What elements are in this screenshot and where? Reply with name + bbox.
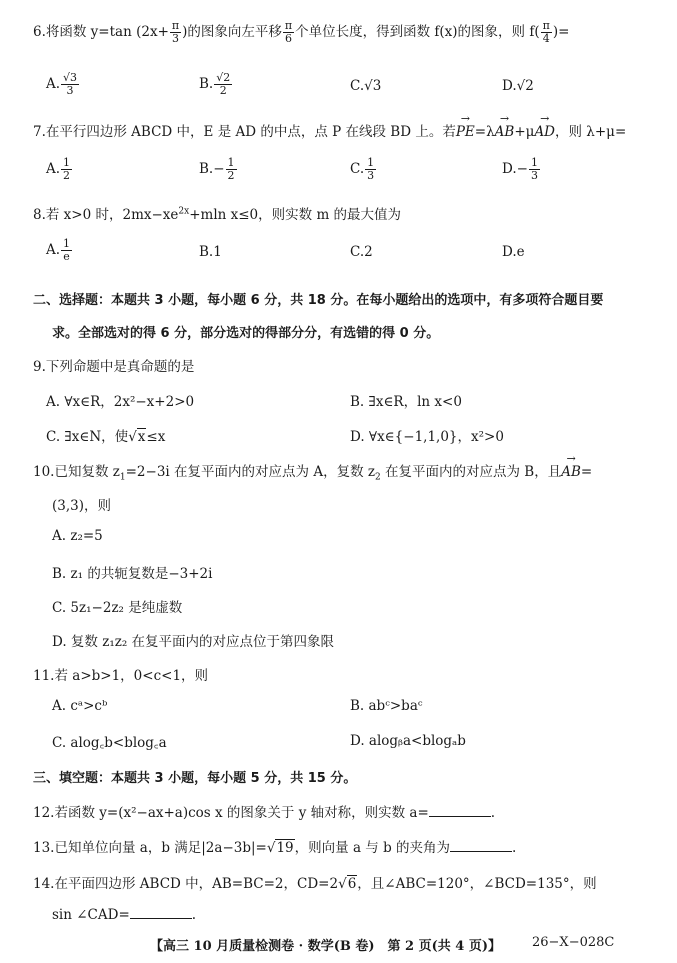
radicand: 19 bbox=[276, 840, 294, 856]
question-14-line2 bbox=[52, 906, 196, 923]
question-10 bbox=[33, 460, 592, 483]
option-letter: C. bbox=[350, 161, 365, 177]
option-a: A. ∀x∈R，2x²−x+2>0 bbox=[46, 394, 195, 410]
question-text: 若 a>b>1，0<c<1，则 bbox=[54, 668, 209, 684]
question-14: 14.在平面四边形 ABCD 中，AB=BC=2，CD=2√6，且∠ABC=120°，∠BCD=135°，则 bbox=[33, 876, 597, 892]
subscript: 2 bbox=[374, 472, 381, 483]
option-letter: C. bbox=[350, 78, 365, 94]
option-b: B. ∃x∈R，ln x<0 bbox=[350, 394, 462, 410]
option-a bbox=[46, 157, 73, 182]
radicand: x bbox=[137, 429, 146, 445]
question-number: 14. bbox=[33, 876, 55, 892]
numerator: 1 bbox=[227, 156, 235, 169]
option-letter: D. bbox=[502, 78, 517, 94]
question-text: 将函数 y=tan bbox=[45, 24, 132, 40]
option-text: √3 bbox=[364, 78, 382, 94]
option-letter: A. bbox=[46, 161, 61, 177]
question-text: 若函数 y=(x²−ax+a)cos x 的图象关于 y 轴对称，则实数 a= bbox=[54, 805, 429, 821]
page-footer bbox=[150, 935, 615, 954]
question-number: 7. bbox=[33, 124, 46, 140]
option-c bbox=[350, 157, 377, 182]
answer-blank[interactable] bbox=[450, 839, 512, 852]
question-10-line2: (3,3)，则 bbox=[52, 498, 112, 514]
subscript: 1 bbox=[119, 472, 126, 483]
option-letter: D. bbox=[502, 161, 517, 177]
option-d bbox=[502, 78, 534, 94]
option-text: e bbox=[516, 244, 525, 260]
option-letter: B. bbox=[199, 161, 214, 177]
numerator: √3 bbox=[63, 71, 78, 84]
option-text: √2 bbox=[516, 78, 534, 94]
fraction bbox=[365, 157, 376, 182]
fraction bbox=[226, 157, 237, 182]
question-text: +μ bbox=[514, 124, 535, 140]
numerator: π bbox=[542, 19, 550, 32]
question-text: 若 x>0 时，2mx−xe bbox=[45, 207, 179, 223]
option-letter: C. bbox=[350, 244, 365, 260]
option-text: ≤x bbox=[146, 429, 166, 445]
radicand: 6 bbox=[347, 876, 357, 892]
question-text: 已知单位向量 a，b 满足|2a−3b|= bbox=[54, 840, 267, 856]
question-text: 在复平面内的对应点为 B，且 bbox=[380, 464, 562, 480]
option-letter: A. bbox=[46, 242, 61, 258]
section-2-heading-line2: 求。全部选对的得 6 分，部分选对的得部分分，有选错的得 0 分。 bbox=[52, 326, 440, 341]
question-9 bbox=[33, 355, 194, 375]
question-text: (2x+ bbox=[136, 24, 169, 40]
numerator: π bbox=[171, 19, 180, 32]
question-number: 8. bbox=[33, 207, 46, 223]
question-11 bbox=[33, 664, 208, 684]
question-text: = bbox=[580, 464, 593, 480]
question-number: 10. bbox=[33, 464, 55, 480]
denominator: e bbox=[63, 250, 70, 263]
vector: → PE bbox=[456, 124, 475, 140]
question-number: 9. bbox=[33, 359, 46, 375]
fraction bbox=[61, 72, 79, 97]
numerator: 1 bbox=[530, 156, 538, 169]
option-a bbox=[46, 72, 80, 97]
option-text: 2 bbox=[364, 244, 373, 260]
question-text: ，且∠ABC=120°，∠BCD=135°，则 bbox=[357, 876, 597, 892]
vector: → AB bbox=[495, 124, 515, 140]
question-number: 11. bbox=[33, 668, 55, 684]
denominator: 3 bbox=[530, 169, 538, 182]
option-d: D. ∀x∈{−1,1,0}，x²>0 bbox=[350, 429, 504, 445]
option-b bbox=[199, 72, 233, 97]
option-a bbox=[46, 238, 73, 263]
answer-blank[interactable] bbox=[130, 906, 192, 919]
question-text: sin ∠CAD= bbox=[52, 907, 130, 923]
question-text: )的图象向左平移 bbox=[182, 24, 282, 40]
question-text: =2−3i 在复平面内的对应点为 A，复数 z bbox=[125, 464, 375, 480]
question-13: 13.已知单位向量 a，b 满足|2a−3b|=√19，则向量 a 与 b 的夹角为 . bbox=[33, 840, 517, 856]
footer-title: 【高三 10 月质量检测卷 · 数学(B 卷) 第 2 页(共 4 页)】 bbox=[150, 939, 502, 954]
denominator: 2 bbox=[63, 169, 71, 182]
option-c bbox=[350, 244, 373, 260]
question-6: 6.将函数 y=tan (2x+ $\frac{\pi}{3}$ )的图象向左平移 $\frac{\pi}{6}$ 个单位长度，得到函数 f(x)的图象，则 f( $\frac{\pi}{4}$ )= bbox=[33, 19, 570, 45]
option-d bbox=[502, 157, 541, 182]
question-text: ，则向量 a 与 b 的夹角为 bbox=[294, 840, 451, 856]
question-text: . bbox=[512, 840, 517, 856]
vector: → AB bbox=[561, 464, 581, 480]
exponent: 2x bbox=[178, 206, 190, 217]
fraction bbox=[170, 20, 181, 45]
fraction bbox=[214, 72, 232, 97]
question-text: 在平行四边形 ABCD 中，E 是 AD 的中点，点 P 在线段 BD 上。若 bbox=[45, 124, 456, 140]
question-number: 13. bbox=[33, 840, 55, 856]
fraction bbox=[61, 157, 72, 182]
option-letter: A. bbox=[46, 76, 61, 92]
denominator: 2 bbox=[219, 84, 227, 97]
question-text: +mln x≤0，则实数 m 的最大值为 bbox=[189, 207, 402, 223]
question-number: 6. bbox=[33, 24, 46, 40]
question-text: 下列命题中是真命题的是 bbox=[45, 359, 195, 375]
question-text: 在平面四边形 ABCD 中，AB=BC=2，CD=2 bbox=[54, 876, 339, 892]
question-text: = bbox=[558, 24, 570, 40]
denominator: 4 bbox=[542, 32, 550, 45]
option-letter: B. bbox=[199, 76, 214, 92]
denominator: 3 bbox=[66, 84, 74, 97]
option-text: C. ∃x∈N，使 bbox=[46, 429, 129, 445]
option-letter: D. bbox=[502, 244, 517, 260]
option-letter: B. bbox=[199, 244, 214, 260]
question-text: =λ bbox=[474, 124, 495, 140]
option-b bbox=[199, 157, 238, 182]
question-text: . bbox=[490, 805, 496, 821]
fraction bbox=[529, 157, 540, 182]
question-text: 已知复数 z bbox=[54, 464, 120, 480]
question-text: 个单位长度，得到函数 f(x)的图象，则 f bbox=[295, 24, 535, 40]
section-2-heading: 二、选择题：本题共 3 小题，每小题 6 分，共 18 分。在每小题给出的选项中，有多项符合题目要 bbox=[33, 293, 604, 308]
question-text: . bbox=[191, 907, 197, 923]
option-d: D. alogᵦa<blogₐb bbox=[350, 733, 466, 749]
vector: → AD bbox=[534, 124, 555, 140]
fraction bbox=[283, 20, 294, 45]
option-text: 1 bbox=[213, 244, 222, 260]
denominator: 3 bbox=[171, 32, 179, 45]
answer-blank[interactable] bbox=[429, 804, 491, 817]
question-12 bbox=[33, 801, 495, 821]
option-b: B. z₁ 的共轭复数是−3+2i bbox=[52, 566, 213, 582]
option-sign: − bbox=[516, 161, 528, 177]
option-d bbox=[502, 244, 525, 260]
numerator: 1 bbox=[63, 237, 71, 250]
option-c: C. ∃x∈N，使√x≤x bbox=[46, 429, 166, 445]
denominator: 6 bbox=[285, 32, 292, 45]
numerator: π bbox=[284, 19, 293, 32]
option-a: A. z₂=5 bbox=[52, 528, 103, 544]
option-c: C. alog꜀b<blog꜀a bbox=[52, 735, 167, 751]
denominator: 2 bbox=[227, 169, 235, 182]
option-b: B. abᶜ>baᶜ bbox=[350, 698, 423, 714]
fraction bbox=[541, 20, 552, 45]
section-3-heading: 三、填空题：本题共 3 小题，每小题 5 分，共 15 分。 bbox=[33, 771, 357, 786]
question-text: ，则 λ+μ= bbox=[555, 124, 627, 140]
question-8 bbox=[33, 203, 401, 223]
option-c bbox=[350, 78, 381, 94]
question-7 bbox=[33, 120, 626, 140]
option-d: D. 复数 z₁z₂ 在复平面内的对应点位于第四象限 bbox=[52, 634, 335, 650]
numerator: √2 bbox=[216, 71, 231, 84]
numerator: 1 bbox=[63, 156, 71, 169]
option-c: C. 5z₁−2z₂ 是纯虚数 bbox=[52, 600, 183, 616]
denominator: 3 bbox=[367, 169, 375, 182]
option-b bbox=[199, 244, 222, 260]
fraction bbox=[61, 238, 72, 263]
option-sign: − bbox=[213, 161, 225, 177]
footer-code: 26−X−028C bbox=[532, 935, 615, 950]
numerator: 1 bbox=[367, 156, 375, 169]
question-number: 12. bbox=[33, 805, 55, 821]
option-a: A. cᵃ>cᵇ bbox=[52, 698, 108, 714]
